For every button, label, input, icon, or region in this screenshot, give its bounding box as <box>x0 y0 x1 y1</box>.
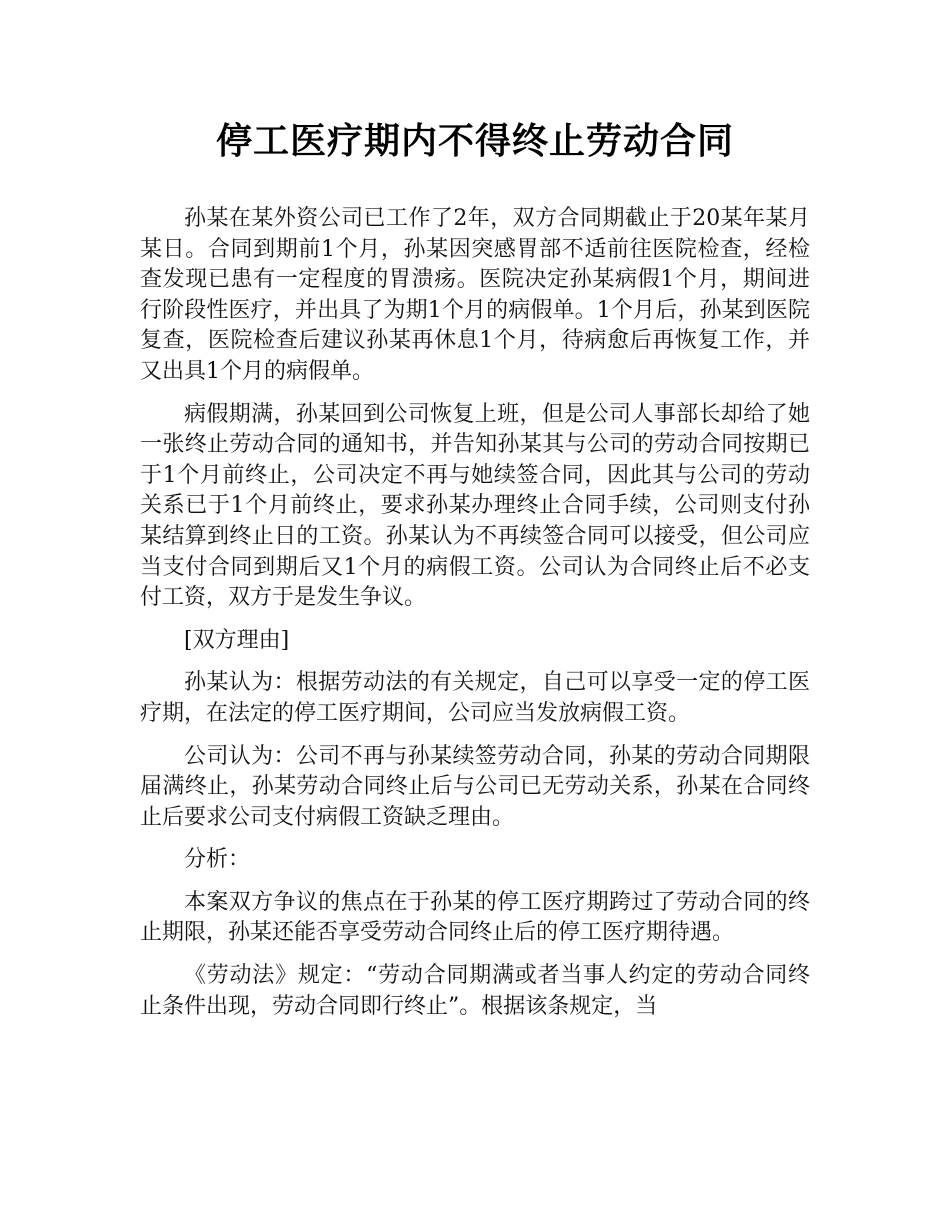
document-body <box>140 204 810 1034</box>
paragraph-employee-position: 孙某认为：根据劳动法的有关规定，自己可以享受一定的停工医疗期，在法定的停工医疗期间，公司应当发放病假工资。 <box>140 670 810 726</box>
paragraph-labor-law: 《劳动法》规定：“劳动合同期满或者当事人约定的劳动合同终止条件出现，劳动合同即行终止”。根据该条规定，当 <box>140 963 810 1019</box>
paragraph-dispute: 病假期满，孙某回到公司恢复上班，但是公司人事部长却给了她一张终止劳动合同的通知书，并告知孙某其与公司的劳动合同按期已于1个月前终止，公司决定不再与她续签合同，因此其与公司的劳动关系已于1个月前终止，要求孙某办理终止合同手续，公司则支付孙某结算到终止日的工资。孙某认为不再续签合同可以接受，但公司应当支付合同到期后又1个月的病假工资。公司认为合同终止后不必支付工资，双方于是发生争议。 <box>140 401 810 611</box>
section-heading-analysis: 分析： <box>184 847 251 873</box>
paragraph-company-position: 公司认为：公司不再与孙某续签劳动合同，孙某的劳动合同期限届满终止，孙某劳动合同终止后与公司已无劳动关系，孙某在合同终止后要求公司支付病假工资缺乏理由。 <box>140 743 810 830</box>
paragraph-analysis-focus: 本案双方争议的焦点在于孙某的停工医疗期跨过了劳动合同的终止期限，孙某还能否享受劳动合同终止后的停工医疗期待遇。 <box>140 889 810 946</box>
document-title: 停工医疗期内不得终止劳动合同 <box>215 121 734 162</box>
section-heading-reasons: [双方理由] <box>184 627 290 653</box>
paragraph-case-facts: 孙某在某外资公司已工作了2年，双方合同期截止于20某年某月某日。合同到期前1个月，孙某因突感胃部不适前往医院检查，经检查发现已患有一定程度的胃溃疡。医院决定孙某病假1个月，期间进行阶段性医疗，并出具了为期1个月的病假单。1个月后，孙某到医院复查，医院检查后建议孙某再休息1个月，待病愈后再恢复工作，并又出具1个月的病假单。 <box>140 206 810 384</box>
